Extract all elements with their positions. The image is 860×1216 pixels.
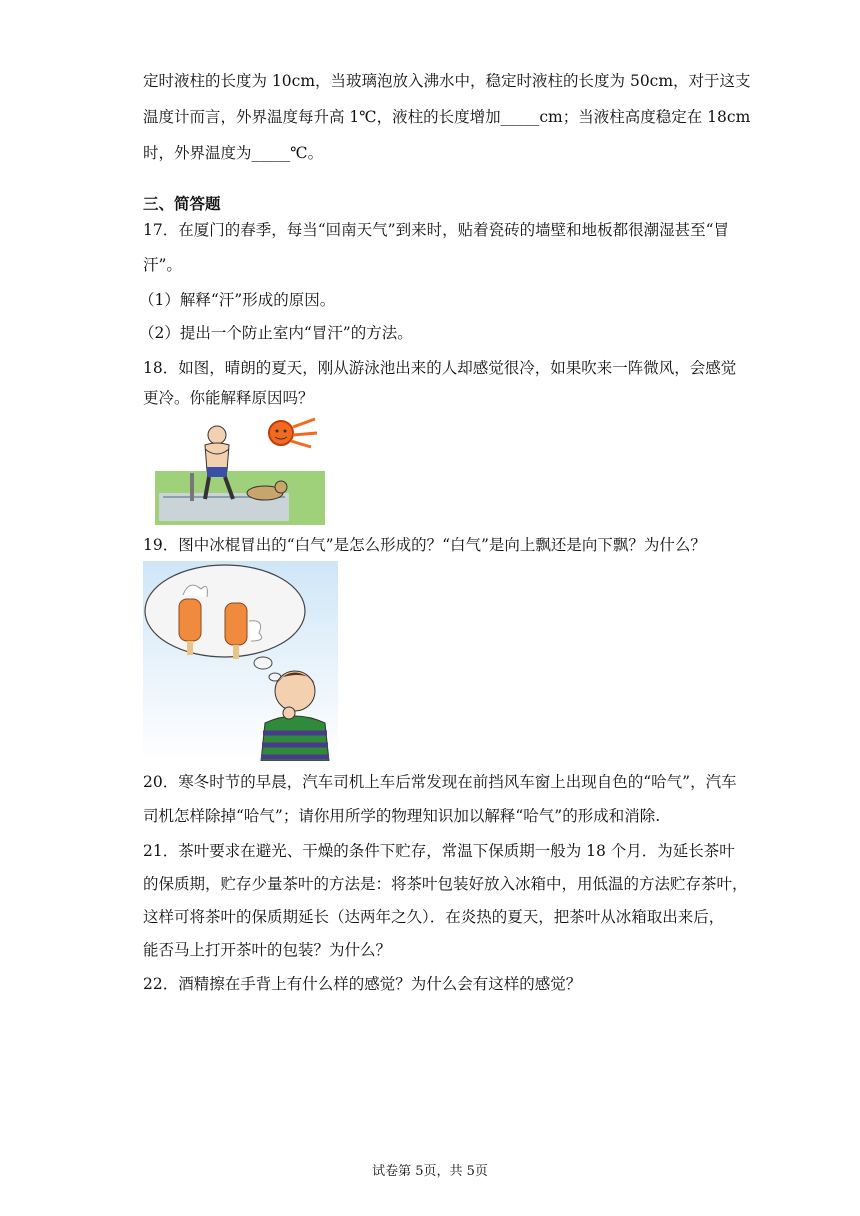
ladder: [190, 473, 194, 501]
question-17: 17．在厦门的春季，每当“回南天气”到来时，贴着瓷砖的墙壁和地板都很潮湿甚至“冒: [143, 221, 729, 239]
question-21: 这样可将茶叶的保质期延长（达两年之久）．在炎热的夏天，把茶叶从冰箱取出来后，: [143, 908, 725, 926]
question-20: 司机怎样除掉“哈气”；请你用所学的物理知识加以解释“哈气”的形成和消除.: [143, 807, 661, 825]
text-line: 时，外界温度为_____℃。: [143, 144, 324, 162]
question-17-part-1: （1）解释“汗”形成的原因。: [139, 291, 336, 309]
text-line: 定时液柱的长度为 10cm，当玻璃泡放入沸水中，稳定时液柱的长度为 50cm，对于这支: [143, 72, 751, 90]
question-17: 汗”。: [143, 256, 182, 274]
question-20: 20．寒冬时节的早晨，汽车司机上车后常发现在前挡风车窗上出现自色的“哈气”，汽车: [143, 773, 737, 791]
question-21: 21．茶叶要求在避光、干燥的条件下贮存，常温下保质期一般为 18 个月．为延长茶叶: [143, 842, 735, 860]
question-18: 更冷。你能解释原因吗？: [143, 389, 314, 407]
swimmer-pool-illustration: [155, 413, 325, 525]
section-heading: 三、简答题: [143, 194, 221, 213]
question-19: 19．图中冰棍冒出的“白气”是怎么形成的？“白气”是向上飘还是向下飘？为什么？: [143, 536, 706, 554]
ice-pop-thought-illustration: [143, 561, 338, 761]
question-22: 22．酒精擦在手背上有什么样的感觉？为什么会有这样的感觉？: [143, 975, 582, 993]
question-21: 的保质期，贮存少量茶叶的方法是：将茶叶包装好放入冰箱中，用低温的方法贮存茶叶，: [143, 875, 748, 893]
question-21: 能否马上打开茶叶的包装？为什么？: [143, 941, 392, 959]
question-18: 18．如图，晴朗的夏天，刚从游泳池出来的人却感觉很冷，如果吹来一阵微风，会感觉: [143, 359, 737, 377]
page-footer: 试卷第 5页，共 5页: [372, 1164, 488, 1179]
text-line: 温度计而言，外界温度每升高 1℃，液柱的长度增加_____cm；当液柱高度稳定在 18cm: [143, 108, 751, 126]
question-17-part-2: （2）提出一个防止室内“冒汗”的方法。: [139, 324, 413, 342]
